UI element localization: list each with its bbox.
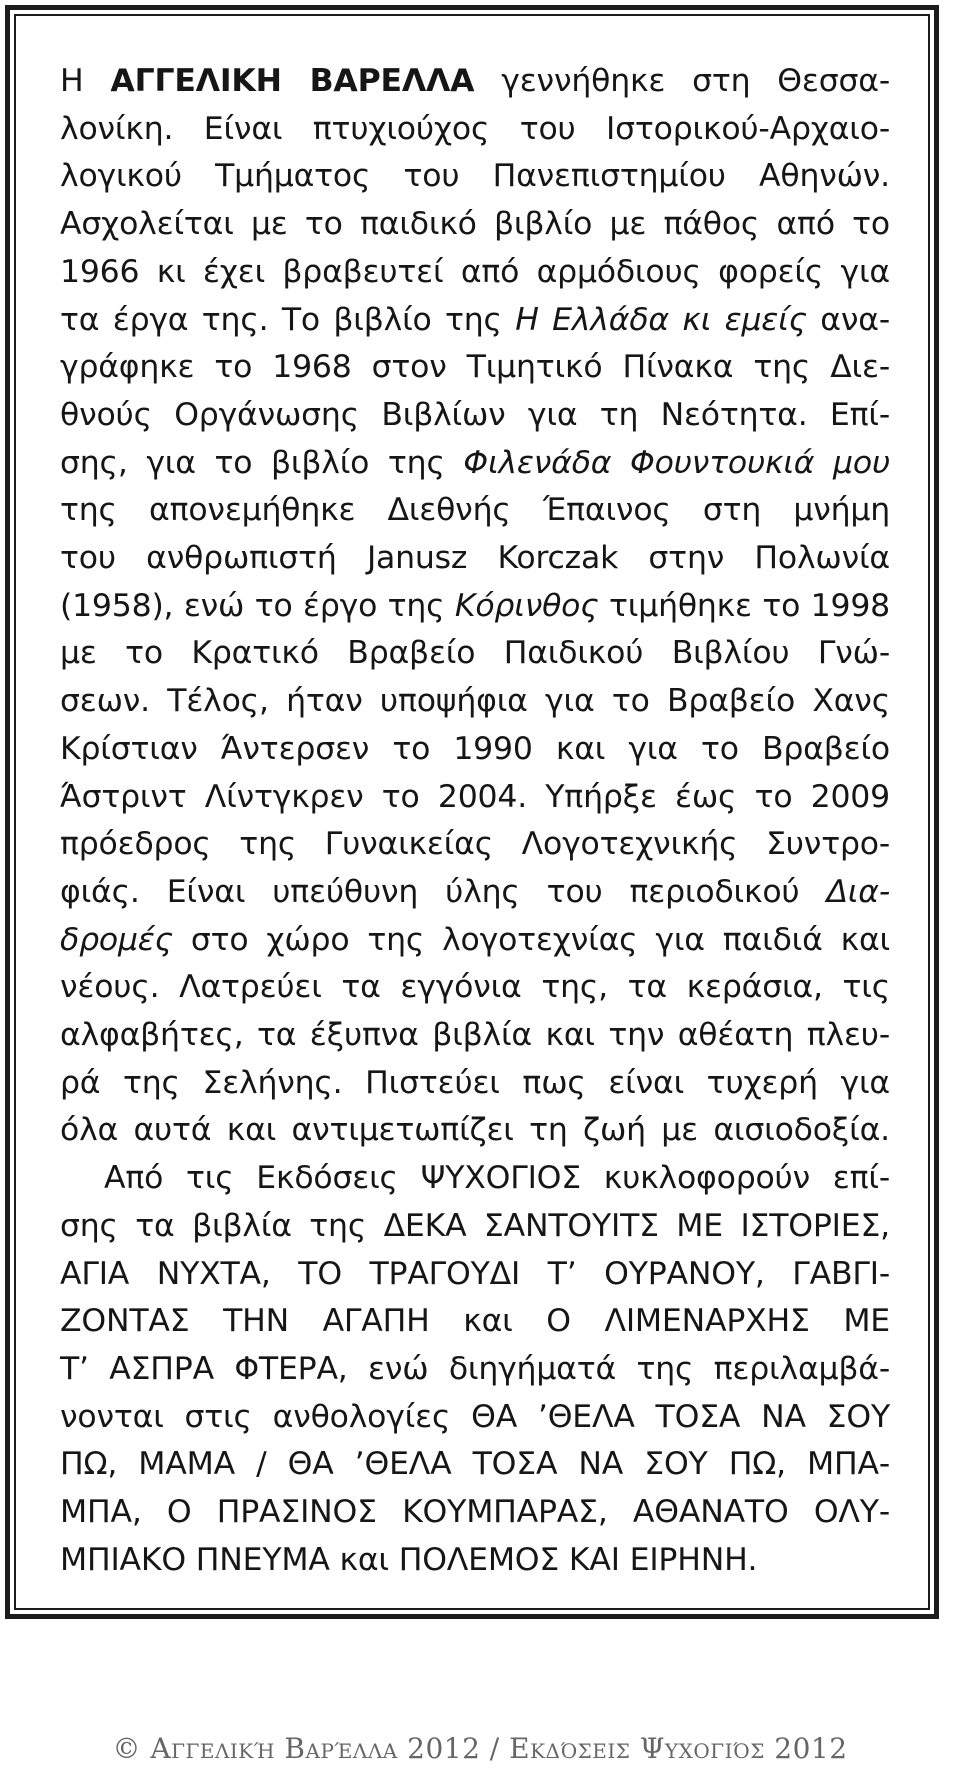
magazine-title: Δια-: [826, 873, 890, 910]
bio-line: της απονεμήθηκε Διεθνής Έπαινος στη μνήμη: [60, 492, 890, 529]
publications-line: σης τα βιβλία της ΔΕΚΑ ΣΑΝΤΟΥΙΤΣ ΜΕ ΙΣΤΟΡΙΕΣ,: [60, 1207, 890, 1244]
bio-line: δρομές στο χώρο της λογοτεχνίας για παιδιά και: [60, 921, 890, 958]
bio-line: 1966 κι έχει βραβευτεί από αρμόδιους φορείς για: [60, 253, 890, 290]
bio-line: του ανθρωπιστή Janusz Korczak στην Πολωνία: [60, 540, 890, 577]
author-name: ΑΓΓΕΛΙΚΗ ΒΑΡΕΛΛΑ: [110, 63, 475, 99]
copyright-notice: © Αγγελική Βαρέλλα 2012 / Εκδόσεις Ψυχογιός 2012: [112, 1732, 848, 1765]
bio-line: νέους. Λατρεύει τα εγγόνια της, τα κεράσια, τις: [60, 969, 890, 1006]
publications-line: ΖΟΝΤΑΣ ΤΗΝ ΑΓΑΠΗ και Ο ΛΙΜΕΝΑΡΧΗΣ ΜΕ: [60, 1303, 890, 1340]
publications-line: Τ’ ΑΣΠΡΑ ΦΤΕΡΑ, ενώ διηγήματά της περιλαμβά-: [60, 1350, 890, 1387]
publications-line: νονται στις ανθολογίες ΘΑ ’ΘΕΛΑ ΤΟΣΑ ΝΑ ΣΟΥ: [60, 1398, 890, 1435]
publications-line: Από τις Εκδόσεις ΨΥΧΟΓΙΟΣ κυκλοφορούν επί-: [104, 1160, 890, 1197]
publications-line: ΜΠΙΑΚΟ ΠΝΕΥΜΑ και ΠΟΛΕΜΟΣ ΚΑΙ ΕΙΡΗΝΗ.: [60, 1541, 758, 1578]
publications-line: ΠΩ, ΜΑΜΑ / ΘΑ ’ΘΕΛΑ ΤΟΣΑ ΝΑ ΣΟΥ ΠΩ, ΜΠΑ-: [60, 1446, 890, 1483]
book-title: Κόρινθος: [454, 587, 599, 624]
bio-line: όλα αυτά και αντιμετωπίζει τη ζωή με αισιοδοξία.: [60, 1112, 890, 1149]
book-title: Η Ελλάδα κι εμείς: [515, 301, 807, 338]
bio-line: φιάς. Είναι υπεύθυνη ύλης του περιοδικού Δια-: [60, 873, 890, 910]
bio-line: (1958), ενώ το έργο της Κόρινθος τιμήθηκε το 1998: [60, 587, 890, 624]
bio-line: θνούς Οργάνωσης Βιβλίων για τη Νεότητα. Επί-: [60, 396, 890, 433]
bio-line: ρά της Σελήνης. Πιστεύει πως είναι τυχερή για: [60, 1064, 890, 1101]
bio-line: Η ΑΓΓΕΛΙΚΗ ΒΑΡΕΛΛΑ γεννήθηκε στη Θεσσα-: [60, 63, 890, 99]
bio-line: πρόεδρος της Γυναικείας Λογοτεχνικής Συντρο-: [60, 826, 890, 863]
author-bio-text: [60, 58, 890, 1585]
bio-line: σης, για το βιβλίο της Φιλενάδα Φουντουκιά μου: [60, 444, 890, 481]
bio-line: με το Κρατικό Βραβείο Παιδικού Βιβλίου Γνώ-: [60, 635, 890, 672]
bio-line: αλφαβήτες, τα έξυπνα βιβλία και την αθέατη πλευ-: [60, 1017, 890, 1054]
book-title: Φιλενάδα Φουντουκιά μου: [463, 444, 890, 481]
bio-line: τα έργα της. Το βιβλίο της Η Ελλάδα κι εμείς ανα-: [60, 301, 891, 338]
bio-line: λονίκη. Είναι πτυχιούχος του Ιστορικού-Αρχαιο-: [60, 110, 890, 147]
magazine-title: δρομές: [60, 921, 173, 958]
publications-line: ΜΠΑ, Ο ΠΡΑΣΙΝΟΣ ΚΟΥΜΠΑΡΑΣ, ΑΘΑΝΑΤΟ ΟΛΥ-: [60, 1494, 890, 1531]
bio-line: Κρίστιαν Άντερσεν το 1990 και για το Βραβείο: [60, 730, 890, 767]
publications-line: ΑΓΙΑ ΝΥΧΤΑ, ΤΟ ΤΡΑΓΟΥΔΙ Τ’ ΟΥΡΑΝΟΥ, ΓΑΒΓΙ-: [60, 1255, 890, 1292]
bio-line: Ασχολείται με το παιδικό βιβλίο με πάθος από το: [60, 206, 890, 243]
bio-line: σεων. Τέλος, ήταν υποψήφια για το Βραβείο Χανς: [60, 683, 890, 720]
bio-line: λογικού Τμήματος του Πανεπιστημίου Αθηνών.: [60, 158, 890, 195]
bio-line: Άστριντ Λίντγκρεν το 2004. Υπήρξε έως το 2009: [60, 778, 890, 815]
bio-line: γράφηκε το 1968 στον Τιμητικό Πίνακα της Διε-: [60, 349, 890, 386]
